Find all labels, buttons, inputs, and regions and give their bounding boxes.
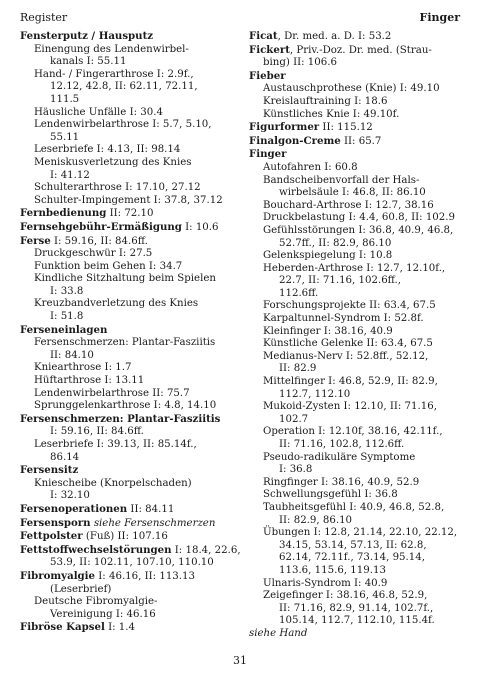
- index-continuation-line: bing) II: 106.6: [263, 57, 337, 69]
- index-heading-entry: [249, 30, 461, 44]
- index-subentry: Leserbriefe I: 39.13, II: 85.14f.,: [34, 439, 197, 450]
- index-continuation-line: II: 71.16, 82.9, 91.14, 102.7f.,: [279, 602, 434, 614]
- index-subentry: Kreuzbandverletzung des Knies: [34, 298, 199, 310]
- index-subentry: Taubheitsgefühl I: 40.9, 46.8, 52.8,: [263, 501, 445, 513]
- index-heading-entry: [20, 464, 232, 478]
- index-heading-locators: I: 10.6: [181, 221, 219, 233]
- index-heading-term: Fersensitz: [20, 464, 79, 477]
- index-subentry: Austauschprothese (Knie) I: 49.10: [263, 83, 440, 95]
- index-subentry: Medianus-Nerv I: 52.8ff., 52.12,: [263, 350, 429, 362]
- index-column-right: [249, 30, 461, 641]
- index-heading-entry: [20, 30, 232, 44]
- index-continuation-line: wirbelsäule I: 46.8, II: 86.10: [279, 187, 426, 199]
- index-subentry: Funktion beim Gehen I: 34.7: [34, 260, 183, 272]
- index-continuation-line: 52.7ff., II: 82.9, 86.10: [279, 237, 392, 249]
- index-subentry: Übungen I: 12.8, 21.14, 22.10, 22.12,: [263, 527, 458, 539]
- index-heading-entry: [249, 44, 461, 58]
- index-subentry: Lendenwirbelarthrose I: 5.7, 5.10,: [34, 119, 212, 131]
- index-continuation-line: 111.5: [50, 93, 80, 105]
- index-heading-term: Finger: [249, 148, 287, 161]
- index-heading-locators: II: 72.10: [106, 208, 154, 220]
- index-continuation-line: kanals I: 55.11: [50, 56, 127, 68]
- index-continuation-line: I: 36.8: [279, 464, 313, 476]
- index-heading-term: Fibromyalgie: [20, 569, 96, 582]
- index-heading-entry: [249, 135, 461, 149]
- index-heading-term: Ficat: [249, 30, 278, 42]
- index-subentry: Autofahren I: 60.8: [263, 161, 358, 173]
- index-heading-locators: II: 65.7: [340, 135, 382, 147]
- index-subentry: Gelenkspiegelung I: 10.8: [263, 250, 393, 262]
- index-subentry: Künstliche Gelenke II: 63.4, 67.5: [263, 338, 433, 350]
- index-heading-term: Fettpolster: [20, 530, 83, 543]
- index-heading-term: Fersensporn: [20, 516, 91, 529]
- index-heading-locators: I: 1.4: [104, 622, 135, 634]
- index-cross-reference: siehe Fersenschmerzen: [90, 517, 216, 529]
- index-continuation-line: 55.11: [50, 131, 80, 143]
- index-continuation-line: II: 84.10: [50, 349, 94, 361]
- index-subentry: Sprunggelenkarthrose I: 4.8, 14.10: [34, 400, 217, 412]
- index-subentry: Kniescheibe (Knorpelschaden): [34, 477, 192, 489]
- index-subentry: Deutsche Fibromyalgie-: [34, 596, 158, 608]
- index-heading-locators: II: 84.11: [127, 503, 175, 515]
- index-subentry: Hand- / Fingerarthrose I: 2.9f.,: [34, 68, 194, 80]
- index-continuation-line: Vereinigung I: 46.16: [50, 608, 156, 620]
- index-heading-locators: I: 46.16, II: 113.13: [95, 570, 195, 582]
- index-continuation-line: I: 41.12: [50, 169, 90, 181]
- index-continuation-line: I: 32.10: [50, 490, 90, 502]
- index-heading-entry: [20, 503, 232, 517]
- index-subentry: Druckbelastung I: 4.4, 60.8, II: 102.9: [263, 212, 455, 224]
- index-subentry: Bouchard-Arthrose I: 12.7, 38.16: [263, 199, 434, 211]
- index-subentry: Ulnaris-Syndrom I: 40.9: [263, 577, 388, 589]
- page-number: 31: [233, 654, 247, 667]
- index-continuation-line: (Leserbrief): [50, 583, 112, 595]
- index-continuation-line: II: 82.9, 86.10: [279, 514, 353, 526]
- index-heading-locators: , Dr. med. a. D. I: 53.2: [277, 31, 392, 42]
- index-heading-entry: [20, 517, 232, 531]
- index-continuation-line: II: 71.16, 102.8, 112.6ff.: [279, 439, 405, 450]
- index-subentry: Häusliche Unfälle I: 30.4: [34, 106, 163, 118]
- index-subentry: Lendenwirbelarthrose II: 75.7: [34, 387, 190, 399]
- index-heading-term: Fibröse Kapsel: [20, 621, 105, 634]
- index-heading-term: Finalgon-Creme: [249, 134, 341, 147]
- index-subentry: Mittelfinger I: 46.8, 52.9, II: 82.9,: [263, 376, 438, 388]
- index-heading-entry: [20, 413, 232, 427]
- index-subentry: Druckgeschwür I: 27.5: [34, 248, 153, 260]
- index-heading-term: Fernbedienung: [20, 207, 107, 220]
- running-header-left: Register: [20, 11, 68, 24]
- index-heading-entry: [20, 235, 232, 249]
- index-heading-term: Fersenschmerzen: Plantar-Fasziitis: [20, 412, 221, 425]
- index-continuation-line: 112.7, 112.10: [279, 388, 351, 400]
- index-continuation-line: 102.7: [279, 413, 309, 425]
- index-heading-entry: [20, 570, 232, 584]
- index-heading-term: Fieber: [249, 69, 286, 82]
- index-continuation-line: II: 82.9: [279, 363, 317, 375]
- index-heading-entry: [20, 207, 232, 221]
- index-continuation-line: 112.6ff.: [279, 287, 319, 299]
- index-subentry: Kreislauftraining I: 18.6: [263, 95, 388, 107]
- index-continuation-line: 34.15, 53.14, 57.13, II: 62.8,: [279, 539, 427, 551]
- running-header-right: Finger: [419, 11, 460, 24]
- index-continuation-line: 62.14, 72.11f., 73.14, 95.14,: [279, 552, 425, 564]
- index-heading-locators: I: 18.4, 22.6,: [171, 544, 241, 556]
- index-heading-locators: II: 115.12: [319, 122, 373, 134]
- index-heading-entry: [20, 324, 232, 338]
- index-continuation-line: 12.12, 42.8, II: 62.11, 72.11,: [50, 81, 198, 93]
- index-subentry: Forschungsprojekte II: 63.4, 67.5: [263, 300, 436, 312]
- index-heading-locators: I: 59.16, II: 84.6ff.: [50, 235, 148, 247]
- index-subentry: Heberden-Arthrose I: 12.7, 12.10f.,: [263, 262, 446, 274]
- index-heading-term: Fernsehgebühr-Ermäßigung: [20, 220, 182, 233]
- index-cross-reference: siehe Hand: [249, 627, 308, 639]
- index-continuation-line: 86.14: [50, 451, 80, 463]
- index-continuation-line: 113.6, 115.6, 119.13: [279, 564, 386, 576]
- index-heading-locators: (Fuß) II: 107.16: [82, 531, 168, 543]
- index-subentry: Einengung des Lendenwirbel-: [34, 43, 189, 55]
- index-subentry: Künstliches Knie I: 49.10f.: [263, 108, 400, 120]
- index-column-left: [20, 30, 241, 635]
- index-subentry: Fersenschmerzen: Plantar-Fasziitis: [34, 337, 216, 349]
- index-continuation-line: 53.9, II: 102.11, 107.10, 110.10: [50, 557, 214, 569]
- index-subentry: Schulter-Impingement I: 37.8, 37.12: [34, 194, 223, 206]
- index-heading-entry: [20, 221, 232, 235]
- index-continuation-line: I: 51.8: [50, 311, 84, 323]
- index-heading-locators: , Priv.-Doz. Dr. med. (Strau-: [289, 44, 432, 56]
- index-heading-entry: [20, 543, 241, 558]
- index-heading-term: Fersenoperationen: [20, 502, 128, 515]
- index-heading-term: Figurformer: [249, 121, 320, 134]
- index-heading-term: Fickert: [249, 43, 290, 56]
- index-heading-entry: [20, 621, 232, 635]
- index-heading-entry: [249, 148, 461, 162]
- index-subentry: Zeigefinger I: 38.16, 46.8, 52.9,: [263, 590, 428, 602]
- index-continuation-line: 105.14, 112.7, 112.10, 115.4f.: [279, 615, 435, 627]
- index-heading-term: Ferseneinlagen: [20, 323, 108, 336]
- index-subentry: Kindliche Sitzhaltung beim Spielen: [34, 273, 216, 285]
- index-heading-term: Ferse: [20, 234, 51, 247]
- index-subentry: Leserbriefe I: 4.13, II: 98.14: [34, 144, 181, 156]
- index-subentry: Karpaltunnel-Syndrom I: 52.8f.: [263, 313, 424, 325]
- index-continuation-line: I: 59.16, II: 84.6ff.: [50, 426, 144, 438]
- index-subentry: Mukoid-Zysten I: 12.10, II: 71.16,: [263, 401, 437, 413]
- index-heading-entry: [20, 530, 232, 544]
- index-subentry: Ringfinger I: 38.16, 40.9, 52.9: [263, 476, 420, 488]
- index-subentry: Schwellungsgefühl I: 36.8: [263, 489, 398, 501]
- index-subentry: Kniearthrose I: 1.7: [34, 362, 132, 374]
- index-subentry: Hüftarthrose I: 13.11: [34, 375, 145, 387]
- index-heading-entry: [249, 121, 461, 135]
- index-subentry: Schulterarthrose I: 17.10, 27.12: [34, 182, 201, 194]
- index-continuation-line: I: 33.8: [50, 285, 84, 297]
- index-subentry: Meniskusverletzung des Knies: [34, 156, 192, 168]
- index-subentry: Bandscheibenvorfall der Hals-: [263, 174, 420, 186]
- index-heading-entry: [249, 70, 461, 84]
- index-heading-term: Fettstoffwechselstörungen: [20, 543, 172, 556]
- index-subentry: Operation I: 12.10f, 38.16, 42.11f.,: [263, 426, 443, 438]
- index-subentry: Pseudo-radikuläre Symptome: [263, 451, 416, 463]
- index-subentry: Kleinfinger I: 38.16, 40.9: [263, 325, 393, 337]
- index-continuation-line: 22.7, II: 71.16, 102.6ff.,: [279, 275, 402, 287]
- index-heading-term: Fensterputz / Hausputz: [20, 30, 154, 42]
- index-subentry: Gefühlsstörungen I: 36.8, 40.9, 46.8,: [263, 224, 454, 236]
